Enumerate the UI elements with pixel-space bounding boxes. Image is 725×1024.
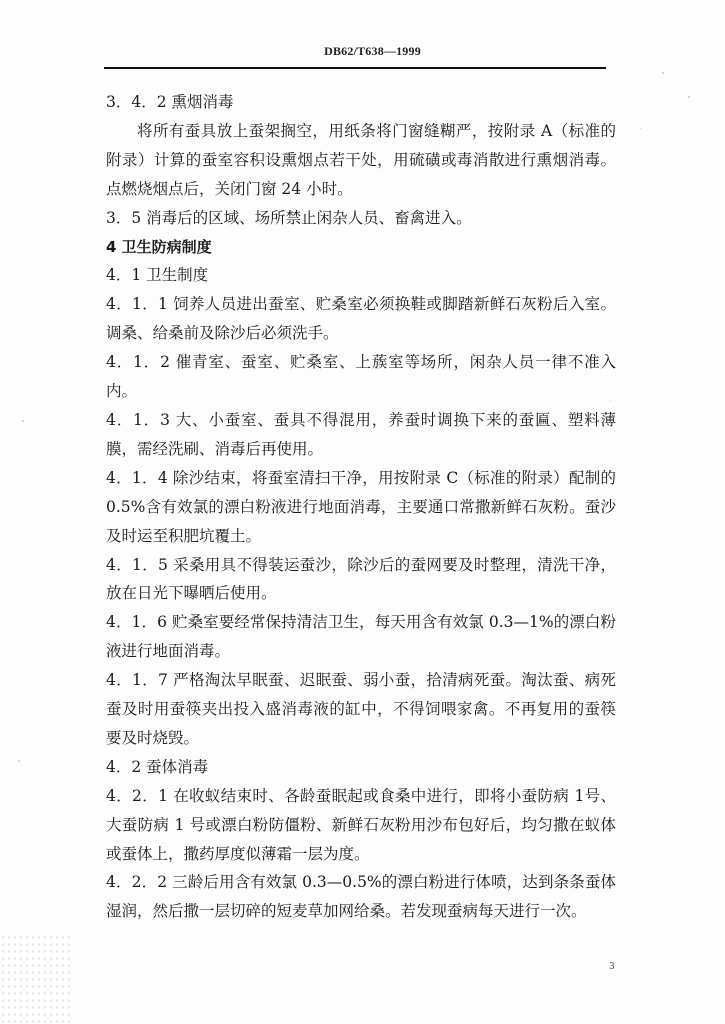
clause-4-1-6: 4．1．6 贮桑室要经常保持清洁卫生，每天用含有效氯 0.3—1%的漂白粉液进行地面消毒。 xyxy=(106,613,616,661)
clause-4-2-2: 4．2．2 三龄后用含有效氯 0.3—0.5%的漂白粉进行体喷，达到条条蚕体湿润，然后撒一层切碎的短麦草加网给桑。若发现蚕病每天进行一次。 xyxy=(106,873,616,921)
clause-3-4-2-heading: 3．4．2 熏烟消毒 xyxy=(106,93,234,111)
header-rule xyxy=(104,67,606,69)
clause-4-1-heading: 4．1 卫生制度 xyxy=(106,266,209,285)
clause-4-1-7: 4．1．7 严格淘汰早眠蚕、迟眠蚕、弱小蚕，拾清病死蚕。淘汰蚕、病死蚕及时用蚕筷夹出投入盛消毒液的缸中，不得饲喂家禽。不再复用的蚕筷要及时烧毁。 xyxy=(106,671,616,747)
scan-speckle xyxy=(22,420,24,422)
scan-speckle xyxy=(18,760,20,762)
clause-4-1-5: 4．1．5 采桑用具不得装运蚕沙，除沙后的蚕网要及时整理，清洗干净，放在日光下曝晒后使用。 xyxy=(106,555,616,603)
scan-edge-noise xyxy=(0,934,70,1024)
standard-code-header: DB62/T638—1999 xyxy=(324,44,421,58)
scan-speckle xyxy=(662,72,664,74)
section-4-heading: 4 卫生防病制度 xyxy=(106,237,212,256)
page-number: 3 xyxy=(609,962,615,972)
clause-4-2-heading: 4．2 蚕体消毒 xyxy=(106,757,209,776)
clause-3-4-2-body: 将所有蚕具放上蚕架搁空，用纸条将门窗缝糊严，按附录 A（标准的附录）计算的蚕室容积设熏烟点若干处，用硫磺或毒消散进行熏烟消毒。点燃烧烟点后，关闭门窗 24 小时。 xyxy=(106,121,616,198)
clause-3-5: 3．5 消毒后的区域、场所禁止闲杂人员、畜禽进入。 xyxy=(106,208,472,227)
clause-4-1-4: 4．1．4 除沙结束，将蚕室清扫干净，用按附录 C（标准的附录）配制的 0.5%含有效氯的漂白粉液进行地面消毒，主要通口常撒新鲜石灰粉。蚕沙及时运至积肥坑覆土。 xyxy=(106,468,616,545)
scan-speckle xyxy=(640,128,641,129)
clause-4-1-3: 4．1．3 大、小蚕室、蚕具不得混用，养蚕时调换下来的蚕匾、塑料薄膜，需经洗刷、消毒后再使用。 xyxy=(106,410,616,458)
clause-4-2-1: 4．2．1 在收蚁结束时、各龄蚕眠起或食桑中进行，即将小蚕防病 1号、大蚕防病 1 号或漂白粉防僵粉、新鲜石灰粉用沙布包好后，均匀撒在蚁体或蚕体上，撒药厚度似薄霜一层为度。 xyxy=(106,786,616,863)
clause-4-1-1: 4．1．1 饲养人员进出蚕室、贮桑室必须换鞋或脚踏新鲜石灰粉后入室。调桑、给桑前及除沙后必须洗手。 xyxy=(106,295,616,343)
scan-speckle xyxy=(610,400,611,401)
clause-4-1-2: 4．1．2 催青室、蚕室、贮桑室、上蔟室等场所，闲杂人员一律不准入内。 xyxy=(106,353,616,401)
scan-speckle xyxy=(688,96,690,98)
document-body xyxy=(106,88,616,926)
